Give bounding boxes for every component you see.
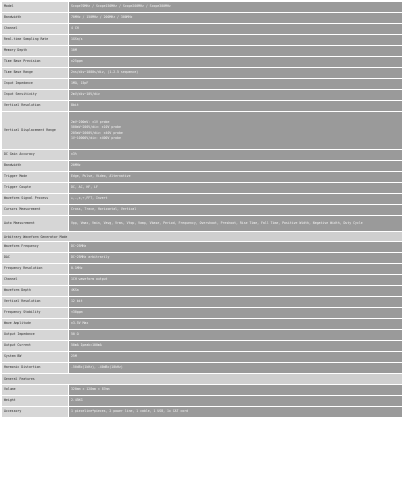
spec-value: [68, 35, 402, 45]
spec-value: [68, 46, 402, 56]
spec-value-line: 1 pieceline*pieces, 2 power line, 1 cable, 1 USB, 1x CAT cord: [71, 409, 189, 414]
spec-value-line: ±3.5V Max: [71, 321, 89, 326]
spec-value: [68, 112, 402, 149]
spec-value-line: 2.45KG: [71, 398, 83, 403]
spec-value-line: DC~25MHz: [71, 244, 87, 249]
spec-value: [68, 183, 402, 193]
spec-label: Auto Measurement: [2, 216, 68, 231]
spec-value-line: 25M: [71, 354, 77, 359]
spec-value-line: 10M: [71, 48, 77, 53]
spec-label: DAC: [2, 253, 68, 263]
spec-value: [68, 297, 402, 307]
spec-label: Channel: [2, 275, 68, 285]
section-label: General Features: [2, 374, 402, 384]
spec-row: [2, 79, 402, 90]
spec-value: [68, 363, 402, 373]
spec-value-line: 4KSa: [71, 288, 79, 293]
spec-row: [2, 172, 402, 183]
spec-row: [2, 183, 402, 194]
spec-row: [2, 161, 402, 172]
spec-row: [2, 194, 402, 205]
spec-value-line: 1GSa/s: [71, 37, 83, 42]
spec-table: [2, 2, 402, 498]
spec-value: [68, 253, 402, 263]
spec-value-line: 4 CH: [71, 26, 79, 31]
spec-value-line: 12 bit: [71, 299, 83, 304]
spec-label: Vertical Displacement Range: [2, 112, 68, 149]
spec-label: Frequency Resolution: [2, 264, 68, 274]
spec-label: Time Base Range: [2, 68, 68, 78]
section-label: Arbitrary Waveform Generator Mode: [2, 232, 402, 241]
spec-value-line: ±3%: [71, 152, 77, 157]
spec-value-line: 320mm × 128mm × 87mm: [71, 387, 110, 392]
spec-row: [2, 2, 402, 13]
spec-value: [68, 308, 402, 318]
spec-value: [68, 286, 402, 296]
spec-row: [2, 112, 402, 150]
spec-row: [2, 352, 402, 363]
spec-row: [2, 57, 402, 68]
spec-value-line: 1V~10000V/div: ±400V probe: [71, 135, 121, 140]
spec-value-line: 205mV~2000V/div: ±40V probe: [71, 130, 123, 135]
spec-value-line: Edge, Pulse, Video, Alternative: [71, 174, 131, 179]
spec-label: Accessory: [2, 407, 68, 417]
spec-row: [2, 90, 402, 101]
spec-value-line: 2mV/div~10V/div: [71, 92, 100, 97]
spec-value-line: 8bit: [71, 103, 79, 108]
spec-row: [2, 216, 402, 232]
spec-value: [68, 101, 402, 111]
spec-value-line: 0.1MHz: [71, 266, 83, 271]
spec-label: Memory Depth: [2, 46, 68, 56]
spec-value-line: Cross, Trace, Horizontal, Vertical: [71, 207, 137, 212]
spec-row: [2, 24, 402, 35]
spec-value: [68, 330, 402, 340]
spec-value: [68, 216, 402, 231]
spec-label: Channel: [2, 24, 68, 34]
spec-row: [2, 101, 402, 112]
spec-row: [2, 308, 402, 319]
spec-label: Waveform Depth: [2, 286, 68, 296]
spec-label: Model: [2, 2, 68, 12]
spec-value-line: Scope70MHz / Scope150MHz / Scope200MHz / Scope300MHz: [71, 4, 171, 9]
spec-value: [68, 319, 402, 329]
spec-value: [68, 407, 402, 417]
spec-value-line: 1MΩ, 15pF: [71, 81, 89, 86]
spec-value: [68, 13, 402, 23]
spec-value: [68, 352, 402, 362]
spec-value: [68, 194, 402, 204]
spec-label: Input Sensitivity: [2, 90, 68, 100]
spec-row: [2, 330, 402, 341]
spec-label: Real-time Sampling Rate: [2, 35, 68, 45]
spec-value: [68, 57, 402, 67]
spec-value-line: +,-,x,÷,FFT, Invert: [71, 196, 108, 201]
spec-value-line: Vpp, Vmax, Vmin, Vavg, Vrms, Vtop, Vamp, Vbase, Period, Frequency, Overshoot, Preshoot, Rise Time, Fall Time, Positive Width, Negative Width, Duty Cycle: [71, 220, 363, 225]
spec-label: Bandwidth: [2, 13, 68, 23]
spec-value: [68, 150, 402, 160]
spec-value-line: 20MHz: [71, 163, 81, 168]
spec-value-line: <30ppm: [71, 310, 83, 315]
spec-value-line: 2mV~200mV: ±1V probe: [71, 120, 110, 125]
spec-label: Vertical Resolution: [2, 297, 68, 307]
spec-label: Trigger Coupte: [2, 183, 68, 193]
section-row: [2, 232, 402, 242]
spec-value: [68, 90, 402, 100]
spec-value-line: 1CH waveform output: [71, 277, 108, 282]
spec-value: [68, 396, 402, 406]
spec-value: [68, 24, 402, 34]
spec-row: [2, 46, 402, 57]
spec-row: [2, 68, 402, 79]
spec-label: Cursors Measurement: [2, 205, 68, 215]
spec-value: [68, 275, 402, 285]
section-row: [2, 374, 402, 385]
spec-value: [68, 79, 402, 89]
spec-value: [68, 242, 402, 252]
spec-label: Volume: [2, 385, 68, 395]
spec-value-line: 50mA Ipeak=100mA: [71, 343, 102, 348]
spec-label: Output Current: [2, 341, 68, 351]
spec-value: [68, 385, 402, 395]
spec-row: [2, 242, 402, 253]
spec-label: Time Base Precision: [2, 57, 68, 67]
spec-row: [2, 407, 402, 418]
spec-label: Waveform Frequency: [2, 242, 68, 252]
spec-row: [2, 363, 402, 374]
spec-value-line: ±25ppm: [71, 59, 83, 64]
spec-label: Frequency Stability: [2, 308, 68, 318]
spec-row: [2, 286, 402, 297]
spec-value-line: 500mV~200V/div: ±10V probe: [71, 125, 121, 130]
spec-label: Output Impedance: [2, 330, 68, 340]
spec-label: Harmonic Distortion: [2, 363, 68, 373]
spec-row: [2, 150, 402, 161]
spec-label: Wave Amplitude: [2, 319, 68, 329]
spec-value-line: DC, AC, HF, LF: [71, 185, 98, 190]
spec-value: [68, 264, 402, 274]
spec-value: [68, 341, 402, 351]
spec-value: [68, 205, 402, 215]
spec-label: Input Impedance: [2, 79, 68, 89]
spec-row: [2, 275, 402, 286]
spec-row: [2, 396, 402, 407]
spec-label: System BW: [2, 352, 68, 362]
spec-value: [68, 161, 402, 171]
spec-row: [2, 35, 402, 46]
spec-label: Vertical Resolution: [2, 101, 68, 111]
spec-value: [68, 68, 402, 78]
spec-row: [2, 253, 402, 264]
spec-row: [2, 385, 402, 396]
spec-value-line: 2ns/div~1000s/div, (1-2-5 sequence): [71, 70, 139, 75]
spec-row: [2, 13, 402, 24]
spec-row: [2, 297, 402, 308]
spec-label: Waveform Signal Process: [2, 194, 68, 204]
spec-value: [68, 2, 402, 12]
spec-row: [2, 341, 402, 352]
spec-label: DC Gain Accuracy: [2, 150, 68, 160]
spec-row: [2, 319, 402, 330]
spec-value: [68, 172, 402, 182]
spec-value-line: 70MHz / 150MHz / 200MHz / 300MHz: [71, 15, 133, 20]
spec-value-line: DC~25MHz arbitrarily: [71, 255, 110, 260]
spec-label: Bandwidth: [2, 161, 68, 171]
spec-value-line: 50 Ω: [71, 332, 79, 337]
spec-label: Trigger Mode: [2, 172, 68, 182]
spec-row: [2, 205, 402, 216]
spec-label: Weight: [2, 396, 68, 406]
spec-value-line: -50dBc(1kHz), -40dBc(10kHz): [71, 365, 123, 370]
spec-row: [2, 264, 402, 275]
